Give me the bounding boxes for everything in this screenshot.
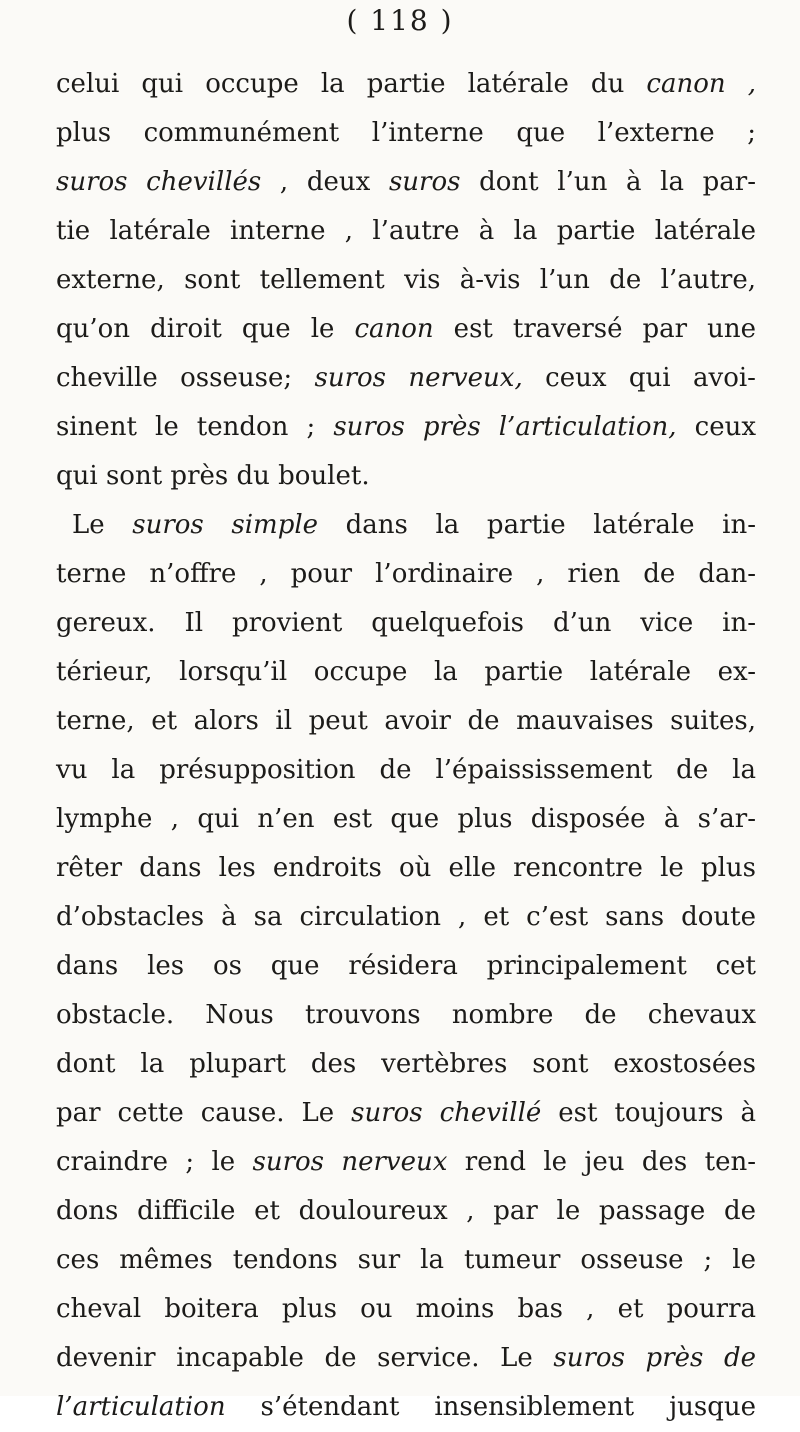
text-run: Le (72, 510, 133, 540)
text-line (56, 795, 756, 844)
italic-term: suros près l’articulation, (333, 412, 677, 442)
italic-term: canon , (646, 69, 756, 99)
text-line (56, 1236, 756, 1285)
text-line (56, 158, 756, 207)
text-run: dont la plupart des vertèbres sont exostosées (56, 1049, 756, 1079)
text-run: tie latérale interne , l’autre à la partie latérale (56, 216, 756, 246)
text-run: est traversé par une (433, 314, 756, 344)
text-run: qu’on diroit que le (56, 314, 355, 344)
text-run: celui qui occupe la partie latérale du (56, 69, 647, 99)
text-line (56, 1383, 756, 1432)
page-text (56, 60, 756, 1432)
text-line (56, 256, 756, 305)
text-run: d’obstacles à sa circulation , et c’est sans doute (56, 902, 756, 932)
text-line (56, 893, 756, 942)
text-run: vu la présupposition de l’épaississement de la (56, 755, 756, 785)
text-run: qui sont près du boulet. (56, 461, 370, 491)
text-run: craindre ; le (56, 1147, 253, 1177)
text-run: cheville osseuse; (56, 363, 315, 393)
text-line (56, 1089, 756, 1138)
italic-term: suros (388, 167, 461, 197)
text-run: dons difficile et douloureux , par le passage de (56, 1196, 756, 1226)
italic-term: l’articulation (56, 1392, 226, 1422)
text-line (56, 1040, 756, 1089)
text-line (56, 501, 756, 550)
text-run: ces mêmes tendons sur la tumeur osseuse ; le (56, 1245, 756, 1275)
text-run: s’étendant insensiblement jusque (225, 1392, 756, 1422)
text-line (56, 1334, 756, 1383)
text-run: ceux qui avoi- (522, 363, 756, 393)
italic-term: canon (354, 314, 434, 344)
text-run: rêter dans les endroits où elle rencontre le plus (56, 853, 756, 883)
text-line (56, 991, 756, 1040)
text-run: terne, et alors il peut avoir de mauvaises suites, (56, 706, 756, 736)
text-run: devenir incapable de service. Le (56, 1343, 554, 1373)
text-run: cheval boitera plus ou moins bas , et pourra (56, 1294, 756, 1324)
text-line (56, 1138, 756, 1187)
text-line (56, 648, 756, 697)
text-run: obstacle. Nous trouvons nombre de chevaux (56, 1000, 756, 1030)
text-line (56, 109, 756, 158)
text-line (56, 60, 756, 109)
text-line (56, 403, 756, 452)
text-run: est toujours à (541, 1098, 756, 1128)
text-line (56, 550, 756, 599)
text-run: dans les os que résidera principalement cet (56, 951, 756, 981)
italic-term: suros près de (553, 1343, 757, 1373)
italic-term: suros chevillé (351, 1098, 542, 1128)
italic-term: suros nerveux, (314, 363, 523, 393)
italic-term: suros nerveux (252, 1147, 448, 1177)
italic-term: suros chevillés (56, 167, 262, 197)
text-run: dans la partie latérale in- (318, 510, 756, 540)
text-run: terne n’offre , pour l’ordinaire , rien de dan- (56, 559, 756, 589)
text-line (56, 942, 756, 991)
italic-term: suros simple (132, 510, 319, 540)
text-run: lymphe , qui n’en est que plus disposée à s’ar- (56, 804, 756, 834)
text-line (56, 697, 756, 746)
text-line (56, 844, 756, 893)
text-run: , deux (261, 167, 389, 197)
text-run: externe, sont tellement vis à-vis l’un de l’autre, (56, 265, 756, 295)
text-line (56, 207, 756, 256)
text-line (56, 746, 756, 795)
text-line (56, 1285, 756, 1334)
text-run: térieur, lorsqu’il occupe la partie latérale ex- (56, 657, 756, 687)
text-line (56, 452, 756, 501)
text-run: dont l’un à la par- (460, 167, 757, 197)
text-line (56, 305, 756, 354)
text-run: rend le jeu des ten- (447, 1147, 756, 1177)
page-number-header: ( 118 ) (346, 4, 454, 37)
text-line (56, 354, 756, 403)
text-run: plus communément l’interne que l’externe ; (56, 118, 756, 148)
text-run: sinent le tendon ; (56, 412, 334, 442)
text-run: ceux (676, 412, 756, 442)
text-run: par cette cause. Le (56, 1098, 352, 1128)
text-run: gereux. Il provient quelquefois d’un vice in- (56, 608, 756, 638)
text-line (56, 1187, 756, 1236)
text-line (56, 599, 756, 648)
